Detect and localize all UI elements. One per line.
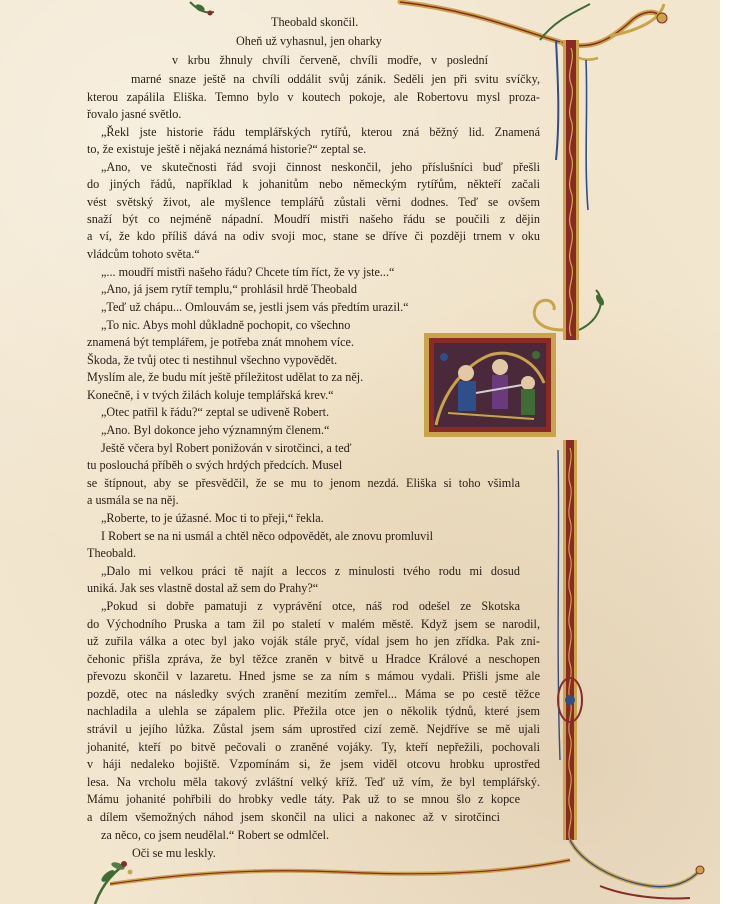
text-line: lesa. Na vrcholu měla takový zvláštní velký kříž. Teď už vím, že byl templářský.	[87, 775, 540, 789]
text-line: „Teď už chápu... Omlouvám se, jestli jsem vás předtím urazil.“	[101, 300, 409, 314]
text-line: vést světský život, ale myšlence templářů zůstali věrni dodnes. Teď se ovšem	[87, 195, 540, 209]
text-line: „Otec patřil k řádu?“ zeptal se udiveně Robert.	[101, 405, 330, 419]
text-line: snaží být co nejméně nápadní. Moudří mistři našeho řádu se poučili z dějin	[87, 212, 540, 226]
text-line: „Ano, já jsem rytíř templu,“ prohlásil hrdě Theobald	[101, 282, 357, 296]
text-line: „... moudří mistři našeho řádu? Chcete tím říct, že vy jste...“	[101, 265, 395, 279]
text-line: tu poslouchá příběh o svých hrdých předcích. Musel	[87, 458, 343, 472]
text-line: „Řekl jste historie řádu templářských rytířů, kterou zná běžný lid. Znamená	[101, 125, 540, 139]
text-line: v háji nedaleko bojiště. Vzpomínám si, že jsem viděl otcovu hrobku uprostřed	[87, 757, 540, 771]
text-line: čehonic přišla zpráva, že byl těžce zraněn v bitvě u Hradce Králové a neschopen	[87, 652, 540, 666]
text-line: Ještě včera byl Robert ponižován v sirotčinci, a teď	[101, 441, 352, 455]
text-line: vládcům tohoto světa.“	[87, 247, 200, 261]
text-line: pozdě, otec na následky svých zranění mezitím zemřel... Máma se po cestě těžce	[87, 687, 540, 701]
text-line: Mámu johanité pohřbili do hrobky vedle táty. Pak už to se mnou šlo z kopce	[87, 792, 520, 806]
right-margin-strip	[720, 0, 730, 904]
text-line: už zuřila válka a otec byl jako voják stále pryč, vídal jsem ho jen zřídka. Pak zni-	[87, 634, 540, 648]
text-line: v krbu žhnuly chvíli červeně, chvíli modře, v poslední	[172, 53, 488, 67]
text-line: „To nic. Abys mohl důkladně pochopit, co všechno	[101, 318, 351, 332]
text-line: kterou zapálila Eliška. Temno bylo v koutech pokoje, ale Robertovu mysl proza-	[87, 90, 540, 104]
text-line: Theobald skončil.	[271, 15, 359, 29]
text-line: znamená být templářem, je potřeba znát mnohem více.	[87, 335, 355, 349]
text-line: se štípnout, aby se přesvědčil, že se mu to jenom nezdá. Eliška si toho všimla	[87, 476, 520, 490]
text-line: „Ano, ve skutečnosti řád svoji činnost neskončil, jeho příslušníci buď přešli	[101, 160, 540, 174]
text-line: „Ano. Byl dokonce jeho významným členem.“	[101, 423, 330, 437]
text-line: to, že existuje ještě i nějaká neznámá historie?“ zeptal se.	[87, 142, 367, 156]
text-line: Myslím ale, že budu mít ještě příležitost udělat to za něj.	[87, 370, 364, 384]
text-line: a dílem všemožných náhod jsem skončil na ulici a nakonec až v sirotčinci	[87, 810, 500, 824]
text-line: johanité, kteří po bitvě pečovali o zraněné vojáky. Ty, kteří nepřežili, pochovali	[87, 740, 540, 754]
text-line: Oči se mu leskly.	[132, 846, 216, 860]
text-line: „Dalo mi velkou práci tě najít a leccos z minulosti tvého rodu mi dosud	[101, 564, 520, 578]
text-line: Škoda, že tvůj otec ti nestihnul všechno vypovědět.	[87, 353, 338, 367]
text-line: do jiných řádů, například k johanitům nebo německým rytířům, někteří začali	[87, 177, 540, 191]
text-line: Oheň už vyhasnul, jen oharky	[236, 34, 382, 48]
text-line: převozu skončil v lazaretu. Hned jsme se za ním s mámou vydali. Přišli jsme ale	[87, 669, 540, 683]
text-line: a ví, že kdo příliš dává na odiv svoji moc, stane se dříve či později trnem v oku	[87, 229, 540, 243]
text-line: za něco, co jsem neudělal.“ Robert se odmlčel.	[101, 828, 330, 842]
text-line: do Východního Pruska a tam žil po staletí v malém městě. Když jsem se narodil,	[87, 617, 540, 631]
text-line: řovalo jasné světlo.	[87, 107, 182, 121]
text-line: uniká. Jak ses vlastně dostal až sem do Prahy?“	[87, 581, 319, 595]
text-line: Theobald.	[87, 546, 137, 560]
text-line: nachladila a ulehla se zápalem plic. Přežila otce jen o několik týdnů, které jsem	[87, 704, 540, 718]
text-line: marné snaze ještě na chvíli oddálit svůj zánik. Seděli jen při svitu svíčky,	[131, 72, 540, 86]
text-line: a usmála se na něj.	[87, 493, 179, 507]
text-line: strávil u jejího lůžka. Zůstal jsem sám uprostřed cizí země. Nejdříve se mě ujali	[87, 722, 540, 736]
text-line: „Pokud si dobře pamatuji z vyprávění otce, náš rod odešel ze Skotska	[101, 599, 520, 613]
text-line: Konečně, i v tvých žilách koluje templářská krev.“	[87, 388, 334, 402]
text-line: I Robert se na ni usmál a chtěl něco odpovědět, ale znovu promluvil	[101, 529, 434, 543]
text-line: „Roberte, to je úžasné. Moc ti to přeji,“ řekla.	[101, 511, 324, 525]
